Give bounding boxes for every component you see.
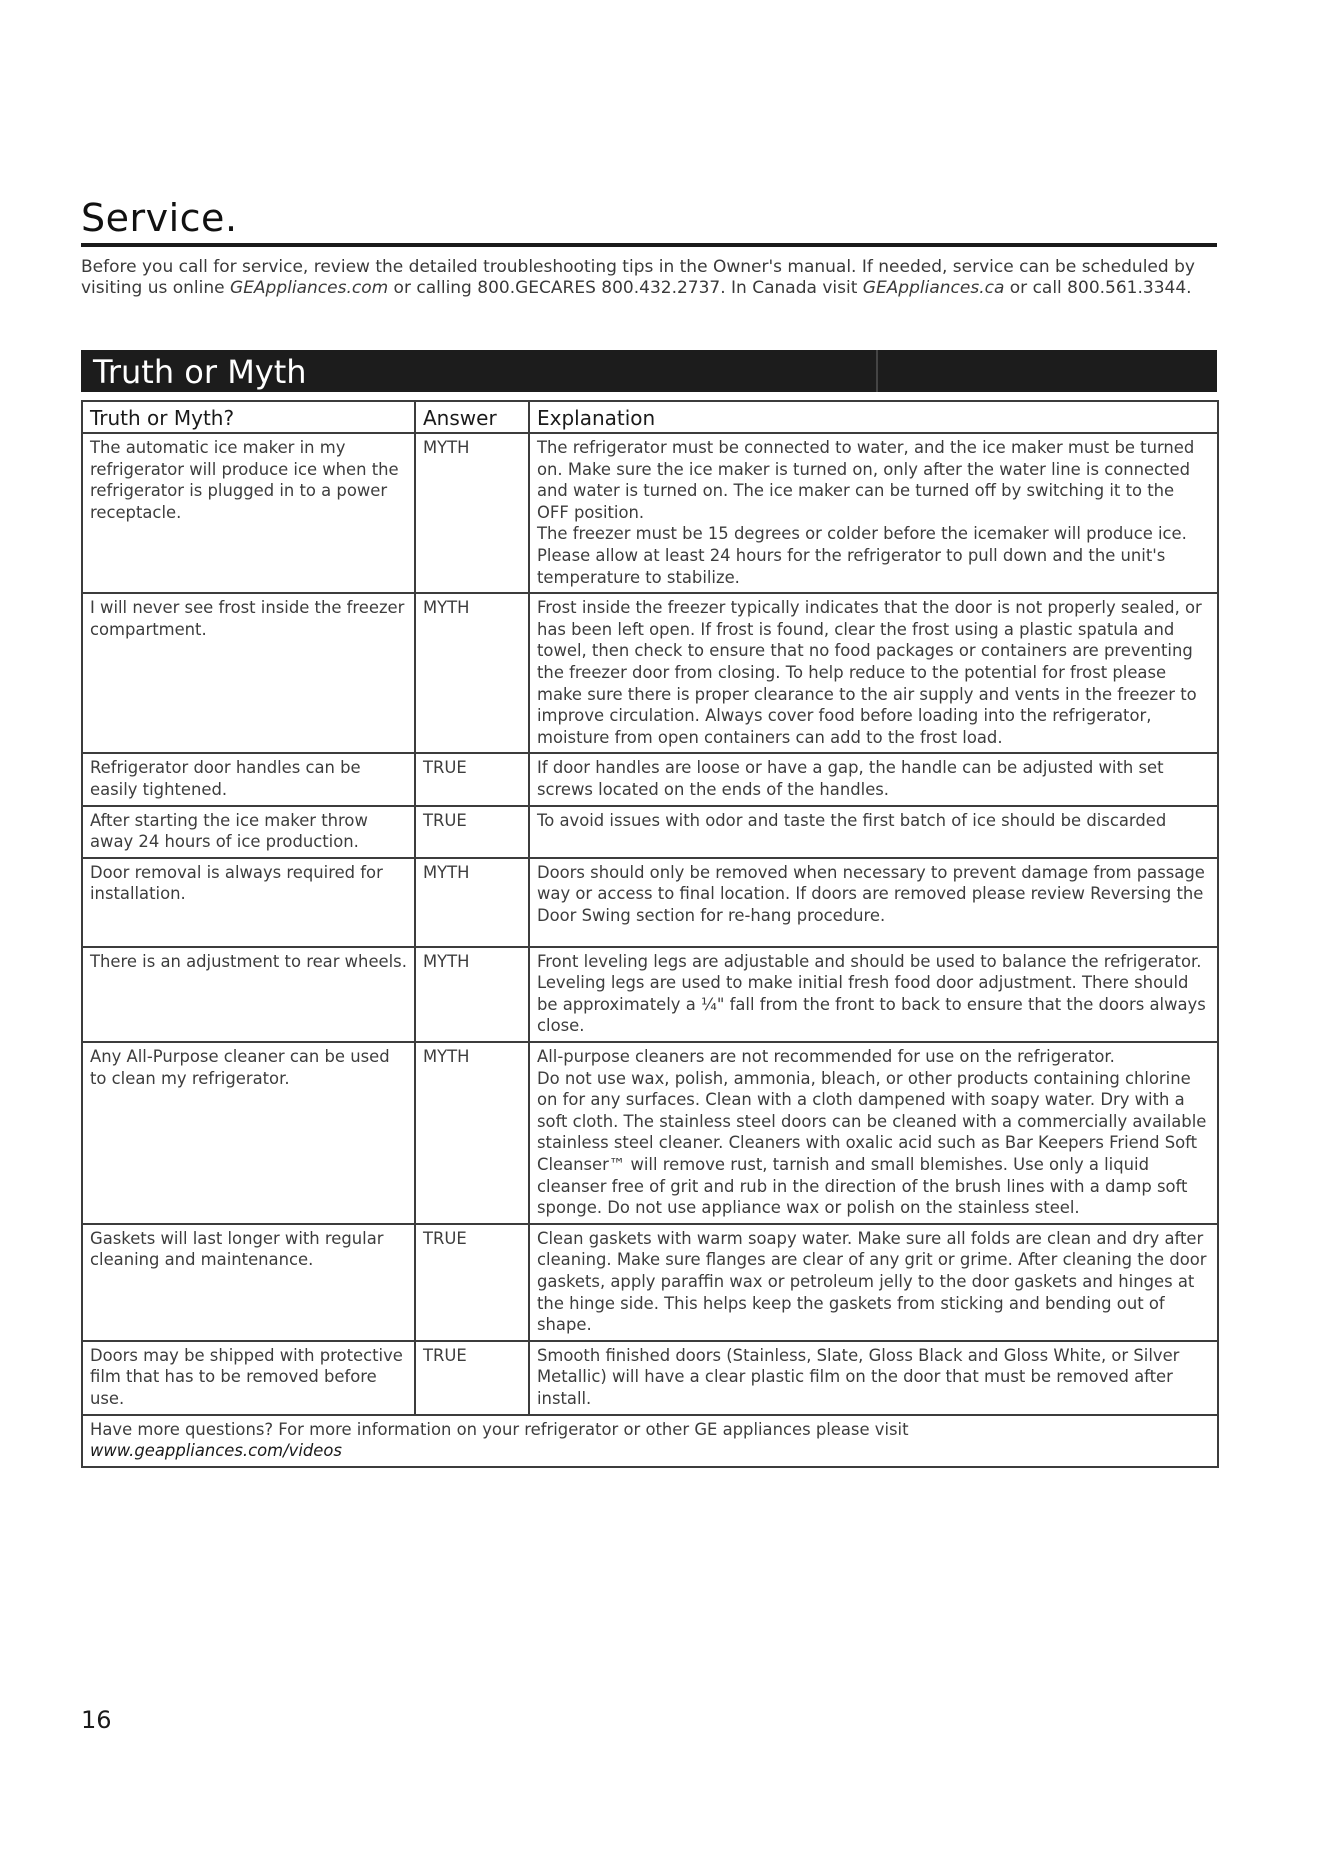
intro-text-3: or call 800.561.3344. [1004,278,1192,298]
title-rule [81,243,1217,247]
row-statement: Gaskets will last longer with regular cleaning and maintenance. [82,1224,415,1341]
table-row [82,1042,1218,1224]
row-statement: Door removal is always required for installation. [82,858,415,947]
section-title: Truth or Myth [93,353,307,391]
row-statement: There is an adjustment to rear wheels. [82,947,415,1042]
footer-cell [82,1415,1218,1467]
row-explanation: Front leveling legs are adjustable and should be used to balance the refrigerator. Leveling legs are used to make initial fresh food door adjustment. There should be approximately a ¼" fall from the front to back to ensure that the doors always close. [529,947,1218,1042]
section-banner [81,350,1217,392]
header-answer: Answer [415,401,529,433]
table-row [82,1341,1218,1415]
row-statement: The automatic ice maker in my refrigerator will produce ice when the refrigerator is plugged in to a power receptacle. [82,433,415,593]
row-answer: TRUE [415,753,529,805]
row-answer: MYTH [415,433,529,593]
row-explanation: Smooth finished doors (Stainless, Slate, Gloss Black and Gloss White, or Silver Metallic) will have a clear plastic film on the door that must be removed after install. [529,1341,1218,1415]
geappliances-com-link[interactable]: GEAppliances.com [230,278,389,298]
truth-or-myth-table [81,400,1219,1468]
row-answer: MYTH [415,1042,529,1224]
explanation-line: Do not use wax, polish, ammonia, bleach, or other products containing chlorine on for any surfaces. Clean with a cloth dampened with soapy water. Dry with a soft cloth. The stainless steel doors can be cleaned with a commercially available stainless steel cleaner. Cleaners with oxalic acid such as Bar Keepers Friend Soft Cleanser™ will remove rust, tarnish and small blemishes. Use only a liquid cleanser free of grit and rub in the direction of the brush lines with a damp soft sponge. Do not use appliance wax or polish on the stainless steel. [537,1068,1207,1218]
row-answer: MYTH [415,593,529,753]
table-row [82,433,1218,593]
row-answer: TRUE [415,1224,529,1341]
banner-divider [876,350,878,392]
row-explanation: Clean gaskets with warm soapy water. Make sure all folds are clean and dry after cleaning. Make sure flanges are clear of any grit or grime. After cleaning the door gaskets, apply paraffin wax or petroleum jelly to the door gaskets and hinges at the hinge side. This helps keep the gaskets from sticking and bending out of shape. [529,1224,1218,1341]
row-statement: After starting the ice maker throw away 24 hours of ice production. [82,806,415,858]
explanation-line: The freezer must be 15 degrees or colder before the icemaker will produce ice. Please allow at least 24 hours for the refrigerator to pull down and the unit's temperature to stabilize. [537,524,1187,587]
videos-link[interactable]: www.geappliances.com/videos [90,1441,342,1461]
row-statement: Refrigerator door handles can be easily tightened. [82,753,415,805]
table-row [82,1224,1218,1341]
header-explanation: Explanation [529,401,1218,433]
row-explanation: Frost inside the freezer typically indicates that the door is not properly sealed, or has been left open. If frost is found, clear the frost using a plastic spatula and towel, then check to ensure that no food packages or containers are preventing the freezer door from closing. To help reduce to the potential for frost please make sure there is proper clearance to the air supply and vents in the freezer to improve circulation. Always cover food before loading into the refrigerator, moisture from open containers can add to the frost load. [529,593,1218,753]
row-explanation [529,1042,1218,1224]
intro-paragraph [81,257,1231,299]
row-answer: TRUE [415,806,529,858]
footer-text: Have more questions? For more information on your refrigerator or other GE appliances please visit [90,1419,909,1439]
intro-text-1: Before you call for service, review the detailed troubleshooting tips in the Owner's manual. If needed, service can be scheduled by visiting us online [81,257,1195,298]
table-footer-row [82,1415,1218,1467]
table-header-row [82,401,1218,433]
intro-text-2: or calling 800.GECARES 800.432.2737. In Canada visit [388,278,863,298]
page-title: Service. [81,196,238,240]
header-statement: Truth or Myth? [82,401,415,433]
table-row [82,947,1218,1042]
table-row [82,806,1218,858]
table-row [82,858,1218,947]
geappliances-ca-link[interactable]: GEAppliances.ca [862,278,1005,298]
explanation-line: The refrigerator must be connected to water, and the ice maker must be turned on. Make sure the ice maker is turned on, only after the water line is connected and water is turned on. The ice maker can be turned off by switching it to the OFF position. [537,438,1195,522]
row-explanation: If door handles are loose or have a gap, the handle can be adjusted with set screws located on the ends of the handles. [529,753,1218,805]
table-row [82,753,1218,805]
row-explanation: Doors should only be removed when necessary to prevent damage from passage way or access to final location. If doors are removed please review Reversing the Door Swing section for re-hang procedure. [529,858,1218,947]
row-statement: Any All-Purpose cleaner can be used to clean my refrigerator. [82,1042,415,1224]
explanation-line: All-purpose cleaners are not recommended for use on the refrigerator. [537,1047,1115,1067]
row-statement: I will never see frost inside the freezer compartment. [82,593,415,753]
row-statement: Doors may be shipped with protective film that has to be removed before use. [82,1341,415,1415]
row-answer: MYTH [415,947,529,1042]
row-explanation: To avoid issues with odor and taste the first batch of ice should be discarded [529,806,1218,858]
row-explanation [529,433,1218,593]
page-number: 16 [81,1706,112,1734]
row-answer: MYTH [415,858,529,947]
table-row [82,593,1218,753]
row-answer: TRUE [415,1341,529,1415]
